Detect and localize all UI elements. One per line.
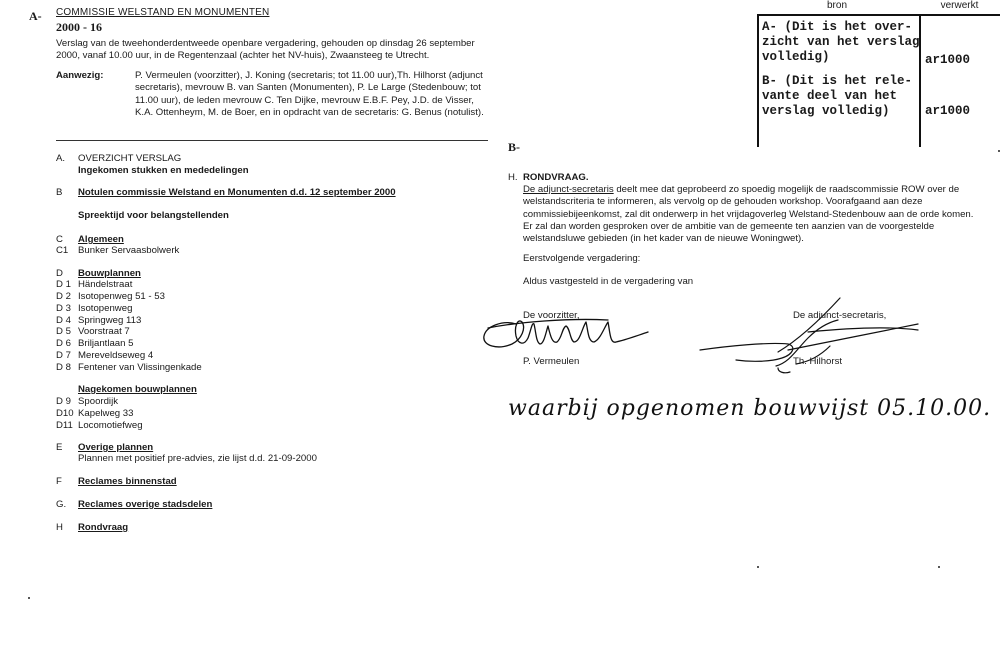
mark-a: A-: [29, 9, 42, 23]
item-label: Isotopenweg: [78, 303, 133, 314]
item-code: D 6: [56, 338, 71, 349]
section-title: Notulen commissie Welstand en Monumenten d.d. 12 september 2000: [78, 187, 396, 198]
section-title: Reclames binnenstad: [78, 476, 177, 487]
table-row: [762, 74, 912, 119]
column-header-processed: verwerkt: [940, 0, 979, 11]
table-cell-line: vante deel van het: [762, 89, 898, 103]
secretary-label: De adjunct-secretaris,: [793, 310, 887, 321]
item-label: Mereveldseweg 4: [78, 350, 154, 361]
column-header-source: bron: [826, 0, 847, 11]
signatures-graphic: [478, 292, 948, 377]
section-sub: Plannen met positief pre-advies, zie lijst d.d. 21-09-2000: [78, 453, 317, 464]
section-code: C: [56, 234, 63, 245]
rondvraag-title: RONDVRAAG.: [523, 172, 589, 183]
item-label: Springweg 113: [78, 315, 142, 326]
item-code: C1: [56, 245, 69, 256]
secretary-signature: [700, 298, 918, 373]
section-sub: Ingekomen stukken en mededelingen: [78, 165, 249, 176]
item-label: Spoordijk: [78, 396, 118, 407]
item-code: D 7: [56, 350, 71, 361]
table-rule: [757, 14, 759, 147]
item-code: D 8: [56, 362, 71, 373]
table-row: [762, 20, 920, 65]
table-cell-line: B- (Dit is het rele-: [762, 74, 913, 88]
section-title: Nagekomen bouwplannen: [78, 384, 197, 395]
rondvraag-paragraph: [523, 184, 978, 245]
table-cell-line: verslag volledig): [762, 104, 890, 118]
item-label: Briljantlaan 5: [78, 338, 134, 349]
section-title: Overige plannen: [78, 442, 154, 453]
section-code: H: [56, 522, 63, 533]
scan-speck: [938, 566, 940, 568]
section-code: E: [56, 442, 63, 453]
section-sub: Spreektijd voor belangstellenden: [78, 210, 229, 221]
section-title: Reclames overige stadsdelen: [78, 499, 213, 510]
item-label: Voorstraat 7: [78, 326, 130, 337]
present-label: Aanwezig:: [56, 70, 104, 81]
header-divider: [56, 140, 488, 141]
item-label: Bunker Servaasbolwerk: [78, 245, 180, 256]
chair-signature: [484, 319, 648, 346]
chair-label: De voorzitter,: [523, 310, 580, 321]
section-code: F: [56, 476, 62, 487]
table-cell-line: A- (Dit is het over-: [762, 20, 913, 34]
source-table: [757, 0, 1000, 147]
table-rule: [757, 14, 1000, 16]
section-title: Rondvraag: [78, 522, 129, 533]
item-code: D 5: [56, 326, 71, 337]
chair-name: P. Vermeulen: [523, 356, 580, 367]
section-code: B: [56, 187, 63, 198]
adopted-statement: Aldus vastgesteld in de vergadering van: [523, 276, 694, 287]
section-code: D: [56, 268, 63, 279]
mark-b: B-: [508, 140, 520, 154]
scan-speck: [28, 597, 30, 599]
item-code: D 2: [56, 291, 71, 302]
item-label: Fentener van Vlissingenkade: [78, 362, 202, 373]
table-ref: ar1000: [925, 53, 971, 67]
item-code: D 4: [56, 315, 71, 326]
secretary-name: Th. Hilhorst: [793, 356, 843, 367]
scan-speck: [757, 566, 759, 568]
organisation-name: COMMISSIE WELSTAND EN MONUMENTEN: [56, 7, 270, 18]
section-code: A.: [56, 153, 66, 164]
table-ref: ar1000: [925, 104, 971, 118]
next-meeting-label: Eerstvolgende vergadering:: [523, 253, 641, 264]
section-title: Algemeen: [78, 234, 124, 245]
section-code: G.: [56, 499, 67, 510]
rondvraag-code: H.: [508, 172, 518, 183]
item-code: D11: [56, 420, 73, 431]
document-number: 2000 - 16: [56, 20, 102, 34]
section-title: Bouwplannen: [78, 268, 141, 279]
item-label: Kapelweg 33: [78, 408, 134, 419]
item-label: Locomotiefweg: [78, 420, 143, 431]
item-code: D10: [56, 408, 74, 419]
rondvraag-role: De adjunct-secretaris: [523, 184, 614, 195]
item-code: D 3: [56, 303, 71, 314]
item-label: Isotopenweg 51 - 53: [78, 291, 165, 302]
item-code: D 1: [56, 279, 71, 290]
meeting-intro: Verslag van de tweehonderdentweede openbare vergadering, gehouden op dinsdag 26 september 2000, vanaf 10.00 uur, in de Regentenzaal (achter het NV-huis), Zwaansteeg te Utrecht.: [56, 38, 475, 62]
section-title: OVERZICHT VERSLAG: [78, 153, 182, 164]
item-code: D 9: [56, 396, 71, 407]
item-label: Händelstraat: [78, 279, 133, 290]
present-list: P. Vermeulen (voorzitter), J. Koning (secretaris; tot 11.00 uur),Th. Hilhorst (adjunct secretaris), mevrouw B. van Santen (Monumenten), P. Le Large (Stedenbouw; tot 11.00 uur), de leden mevrouw C. Ten Dijke, mevrouw E.B.F. Pey, J.D. de Visser, K.A. Ottenheym, M. de Boer, en in opdracht van de secretaris: G. Benus (notulist).: [135, 70, 484, 118]
rondvraag-text: deelt mee dat geprobeerd zo spoedig mogelijk de raadscommissie ROW over de welstandscriteria te informeren, als vervolg op de gehouden workshop. Voorafgaand aan deze commissiebijeenkomst, zal dit onderwerp in het vrijdagoverleg Welstand-Stedenbouw aan de orde komen. Er zal dan worden gesproken over de ambitie van de gemeente ten aanzien van de voorgestelde welstandsluwe gebieden (in het kader van de nieuwe Woningwet).: [523, 184, 974, 245]
handwritten-note: waarbij opgenomen bouwvijst 05.10.00.: [508, 396, 992, 421]
table-cell-line: volledig): [762, 50, 830, 64]
table-cell-line: zicht van het verslag: [762, 35, 920, 49]
